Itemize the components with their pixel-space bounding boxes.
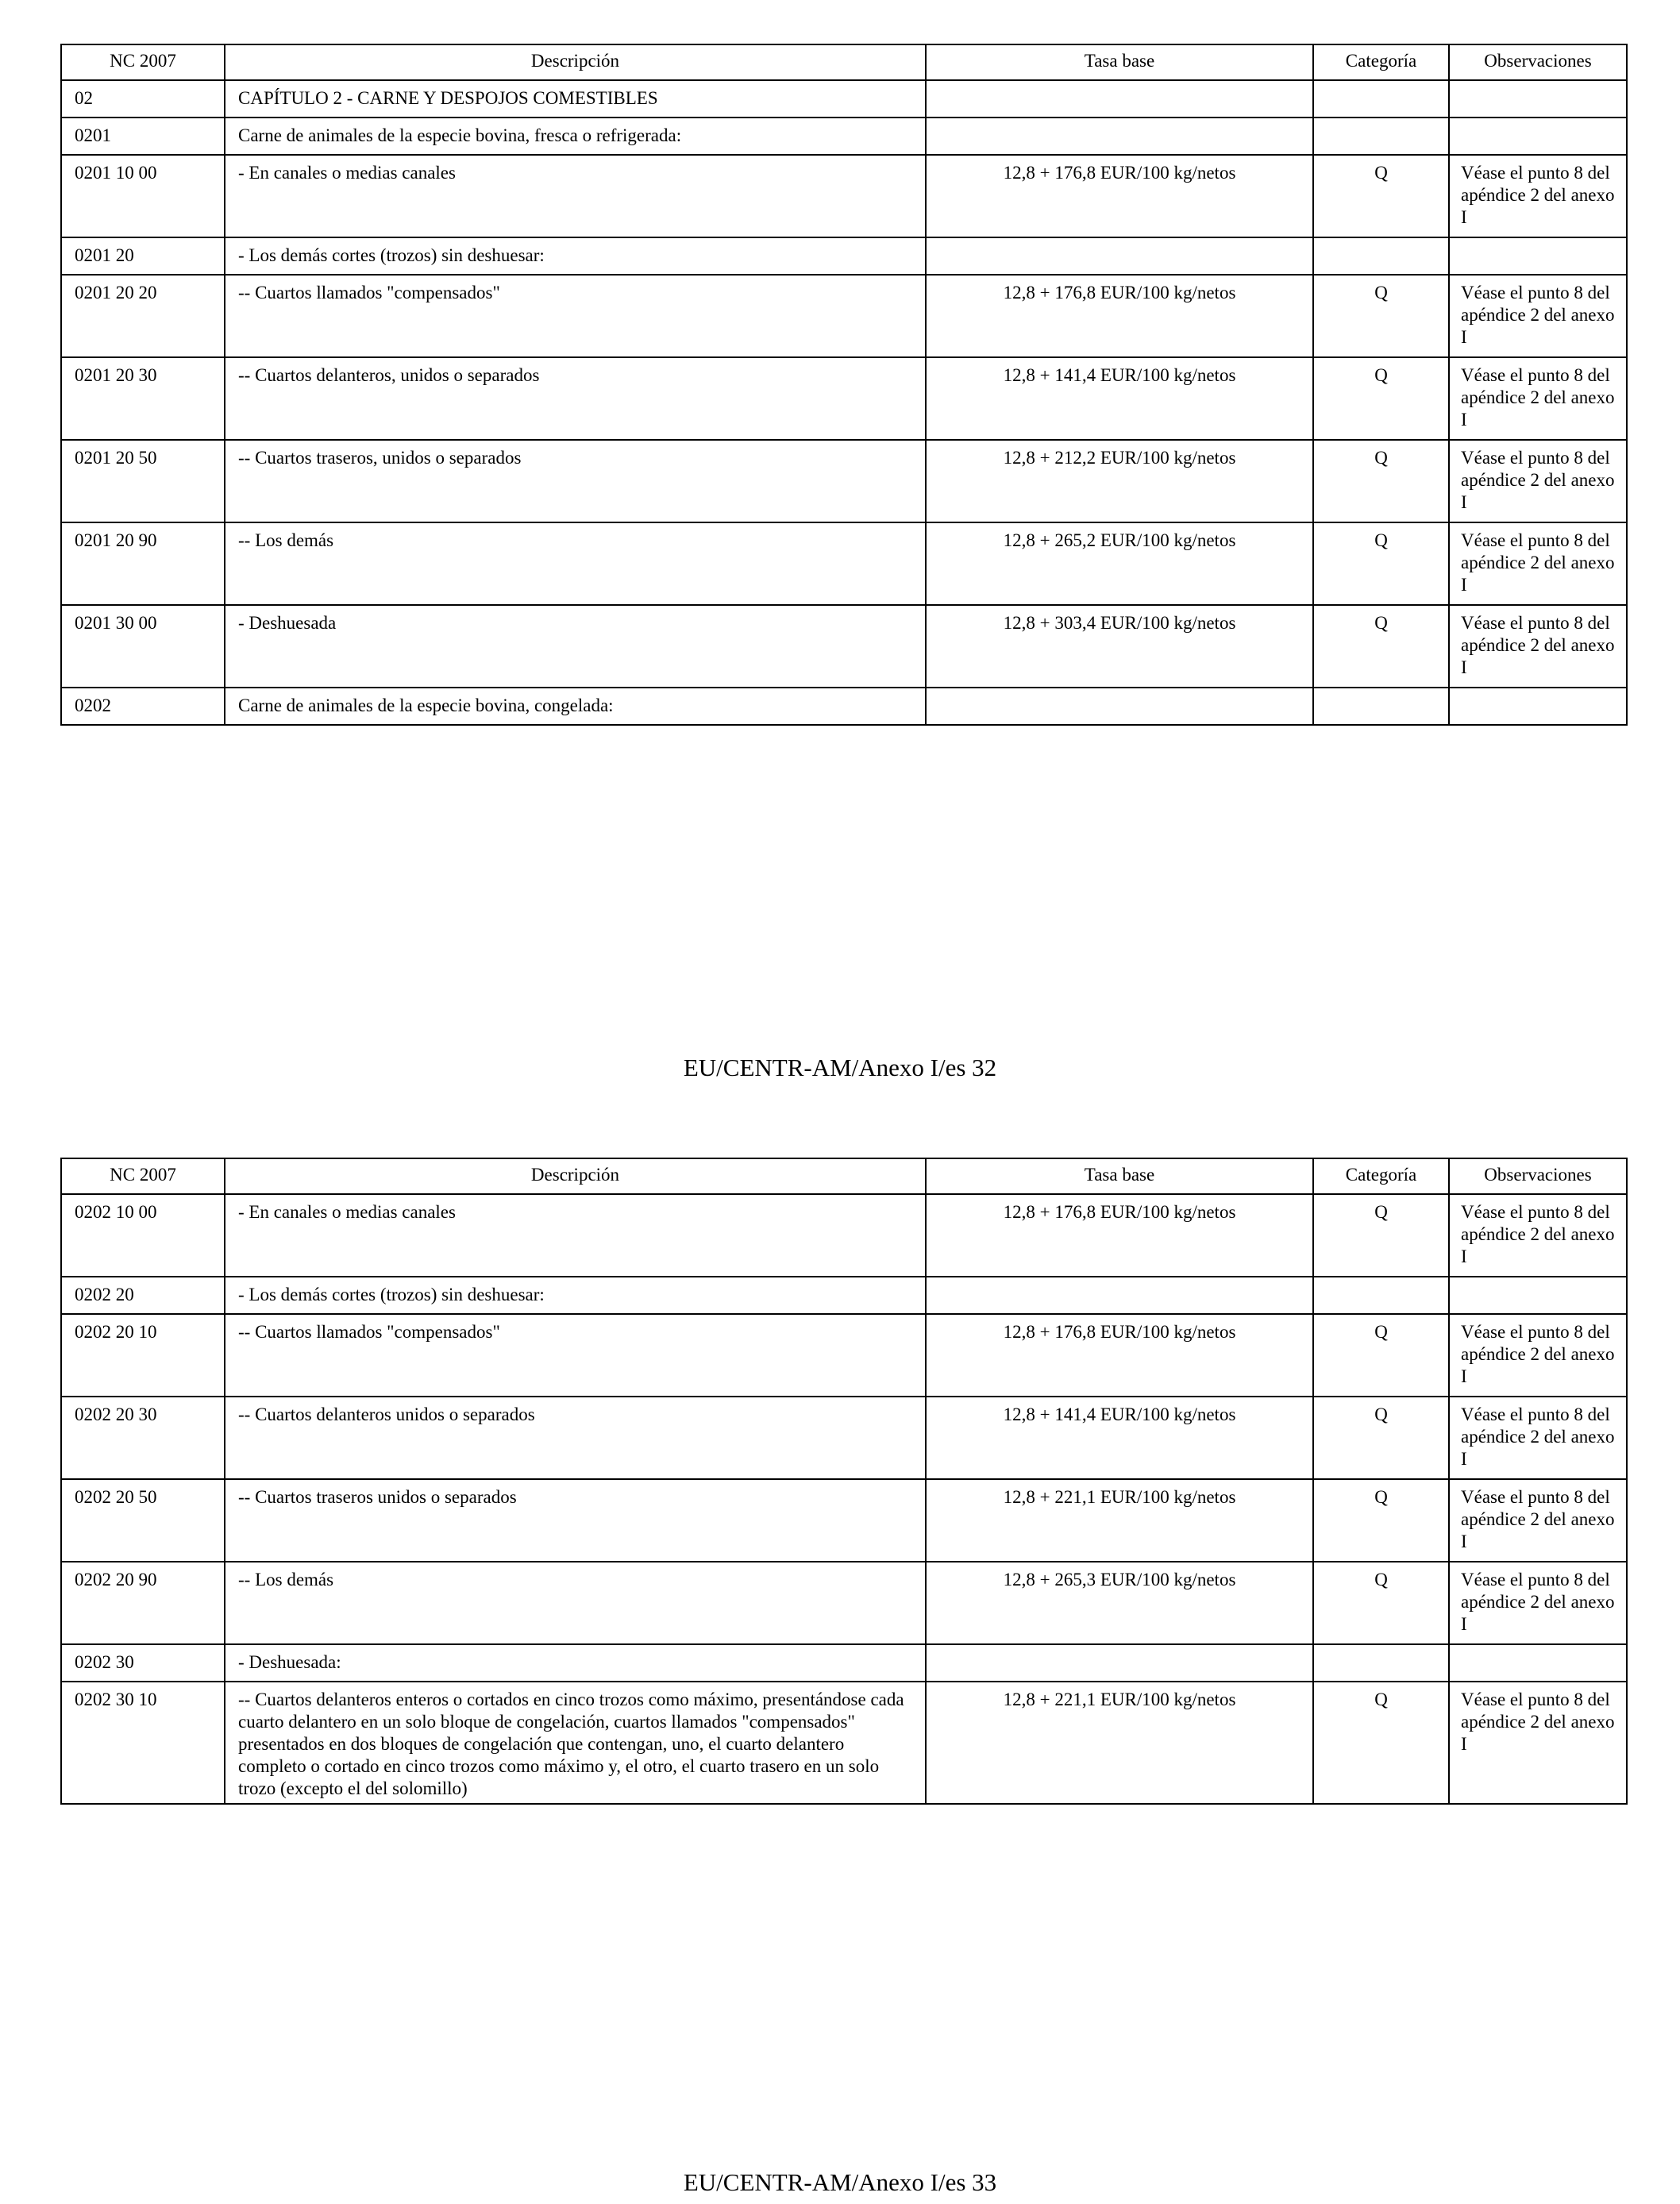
cell-description: CAPÍTULO 2 - CARNE Y DESPOJOS COMESTIBLES — [225, 80, 926, 118]
tariff-table-page-32 — [60, 44, 1628, 726]
cell-base-rate: 12,8 + 303,4 EUR/100 kg/netos — [926, 605, 1313, 688]
cell-description: - Deshuesada — [225, 605, 926, 688]
table-row — [61, 1314, 1627, 1397]
cell-nc: 0202 30 — [61, 1644, 225, 1682]
header-description: Descripción — [225, 44, 926, 80]
cell-description: -- Los demás — [225, 1562, 926, 1644]
header-observations: Observaciones — [1449, 1158, 1627, 1194]
cell-observations: Véase el punto 8 del apéndice 2 del anexo I — [1449, 275, 1627, 357]
cell-nc: 0201 20 20 — [61, 275, 225, 357]
cell-category — [1313, 237, 1449, 275]
cell-category: Q — [1313, 440, 1449, 522]
table-row — [61, 1194, 1627, 1277]
cell-nc: 0201 10 00 — [61, 155, 225, 237]
table-row — [61, 357, 1627, 440]
cell-observations: Véase el punto 8 del apéndice 2 del anexo I — [1449, 1397, 1627, 1479]
cell-nc: 0202 20 30 — [61, 1397, 225, 1479]
cell-nc: 0201 — [61, 118, 225, 155]
table-header-row — [61, 44, 1627, 80]
header-base-rate: Tasa base — [926, 44, 1313, 80]
cell-observations: Véase el punto 8 del apéndice 2 del anexo I — [1449, 1562, 1627, 1644]
cell-base-rate: 12,8 + 176,8 EUR/100 kg/netos — [926, 1314, 1313, 1397]
table-row — [61, 275, 1627, 357]
cell-observations: Véase el punto 8 del apéndice 2 del anexo I — [1449, 1194, 1627, 1277]
tariff-table-page-33 — [60, 1158, 1628, 1805]
cell-category: Q — [1313, 605, 1449, 688]
cell-observations — [1449, 80, 1627, 118]
header-base-rate: Tasa base — [926, 1158, 1313, 1194]
cell-description: - En canales o medias canales — [225, 155, 926, 237]
table-row — [61, 118, 1627, 155]
cell-nc: 0202 20 10 — [61, 1314, 225, 1397]
cell-category: Q — [1313, 1194, 1449, 1277]
cell-category: Q — [1313, 1562, 1449, 1644]
table-row — [61, 1397, 1627, 1479]
cell-description: -- Cuartos traseros, unidos o separados — [225, 440, 926, 522]
cell-observations: Véase el punto 8 del apéndice 2 del anexo I — [1449, 1314, 1627, 1397]
table-row — [61, 1682, 1627, 1804]
cell-nc: 0202 20 — [61, 1277, 225, 1314]
cell-category — [1313, 118, 1449, 155]
page-footer-33: EU/CENTR-AM/Anexo I/es 33 — [683, 2168, 997, 2196]
table-row — [61, 440, 1627, 522]
cell-observations — [1449, 1644, 1627, 1682]
cell-category — [1313, 688, 1449, 725]
cell-observations: Véase el punto 8 del apéndice 2 del anexo I — [1449, 440, 1627, 522]
table-row — [61, 155, 1627, 237]
cell-category — [1313, 80, 1449, 118]
table-row — [61, 1562, 1627, 1644]
cell-description: - Deshuesada: — [225, 1644, 926, 1682]
cell-description: Carne de animales de la especie bovina, fresca o refrigerada: — [225, 118, 926, 155]
cell-category: Q — [1313, 357, 1449, 440]
cell-nc: 0201 20 30 — [61, 357, 225, 440]
cell-observations — [1449, 237, 1627, 275]
cell-base-rate — [926, 1277, 1313, 1314]
cell-observations — [1449, 118, 1627, 155]
cell-base-rate — [926, 1644, 1313, 1682]
cell-base-rate: 12,8 + 176,8 EUR/100 kg/netos — [926, 155, 1313, 237]
table-row — [61, 1277, 1627, 1314]
cell-base-rate: 12,8 + 141,4 EUR/100 kg/netos — [926, 1397, 1313, 1479]
cell-nc: 0201 30 00 — [61, 605, 225, 688]
cell-base-rate — [926, 237, 1313, 275]
cell-category: Q — [1313, 1682, 1449, 1804]
cell-description: - En canales o medias canales — [225, 1194, 926, 1277]
cell-base-rate: 12,8 + 176,8 EUR/100 kg/netos — [926, 275, 1313, 357]
cell-category: Q — [1313, 275, 1449, 357]
cell-base-rate: 12,8 + 176,8 EUR/100 kg/netos — [926, 1194, 1313, 1277]
table-row — [61, 522, 1627, 605]
cell-observations: Véase el punto 8 del apéndice 2 del anexo I — [1449, 357, 1627, 440]
cell-description: -- Los demás — [225, 522, 926, 605]
header-observations: Observaciones — [1449, 44, 1627, 80]
cell-observations: Véase el punto 8 del apéndice 2 del anexo I — [1449, 522, 1627, 605]
header-category: Categoría — [1313, 44, 1449, 80]
cell-nc: 0201 20 — [61, 237, 225, 275]
cell-observations — [1449, 688, 1627, 725]
cell-description: -- Cuartos delanteros unidos o separados — [225, 1397, 926, 1479]
cell-description: -- Cuartos delanteros enteros o cortados en cinco trozos como máximo, presentándose cada cuarto delantero en un solo bloque de congelación, cuartos llamados "compensados" presentados en dos bloques de congelación que contengan, uno, el cuarto delantero completo o cortado en cinco trozos como máximo y, el otro, el cuarto trasero en un solo trozo (excepto el del solomillo) — [225, 1682, 926, 1804]
table-row — [61, 1479, 1627, 1562]
header-category: Categoría — [1313, 1158, 1449, 1194]
cell-base-rate: 12,8 + 141,4 EUR/100 kg/netos — [926, 357, 1313, 440]
cell-category — [1313, 1644, 1449, 1682]
cell-category — [1313, 1277, 1449, 1314]
cell-description: -- Cuartos delanteros, unidos o separados — [225, 357, 926, 440]
cell-category: Q — [1313, 1314, 1449, 1397]
cell-description: - Los demás cortes (trozos) sin deshuesar: — [225, 237, 926, 275]
cell-observations — [1449, 1277, 1627, 1314]
cell-base-rate: 12,8 + 221,1 EUR/100 kg/netos — [926, 1479, 1313, 1562]
cell-nc: 0202 20 50 — [61, 1479, 225, 1562]
cell-nc: 0201 20 90 — [61, 522, 225, 605]
cell-category: Q — [1313, 155, 1449, 237]
cell-observations: Véase el punto 8 del apéndice 2 del anexo I — [1449, 155, 1627, 237]
cell-observations: Véase el punto 8 del apéndice 2 del anexo I — [1449, 605, 1627, 688]
cell-description: -- Cuartos llamados "compensados" — [225, 275, 926, 357]
cell-category: Q — [1313, 522, 1449, 605]
header-nc: NC 2007 — [61, 44, 225, 80]
cell-description: -- Cuartos traseros unidos o separados — [225, 1479, 926, 1562]
table-row — [61, 688, 1627, 725]
cell-base-rate — [926, 688, 1313, 725]
table-row — [61, 80, 1627, 118]
table-row — [61, 237, 1627, 275]
cell-base-rate — [926, 118, 1313, 155]
table-row — [61, 1644, 1627, 1682]
cell-nc: 0202 — [61, 688, 225, 725]
cell-observations: Véase el punto 8 del apéndice 2 del anexo I — [1449, 1479, 1627, 1562]
table-row — [61, 605, 1627, 688]
cell-base-rate: 12,8 + 221,1 EUR/100 kg/netos — [926, 1682, 1313, 1804]
cell-base-rate: 12,8 + 265,3 EUR/100 kg/netos — [926, 1562, 1313, 1644]
cell-nc: 0202 20 90 — [61, 1562, 225, 1644]
cell-base-rate — [926, 80, 1313, 118]
header-description: Descripción — [225, 1158, 926, 1194]
header-nc: NC 2007 — [61, 1158, 225, 1194]
table-header-row — [61, 1158, 1627, 1194]
cell-category: Q — [1313, 1397, 1449, 1479]
cell-base-rate: 12,8 + 212,2 EUR/100 kg/netos — [926, 440, 1313, 522]
cell-description: -- Cuartos llamados "compensados" — [225, 1314, 926, 1397]
cell-description: - Los demás cortes (trozos) sin deshuesar: — [225, 1277, 926, 1314]
cell-description: Carne de animales de la especie bovina, congelada: — [225, 688, 926, 725]
cell-observations: Véase el punto 8 del apéndice 2 del anexo I — [1449, 1682, 1627, 1804]
cell-nc: 0201 20 50 — [61, 440, 225, 522]
cell-nc: 0202 10 00 — [61, 1194, 225, 1277]
cell-nc: 0202 30 10 — [61, 1682, 225, 1804]
cell-nc: 02 — [61, 80, 225, 118]
cell-base-rate: 12,8 + 265,2 EUR/100 kg/netos — [926, 522, 1313, 605]
page-footer-32: EU/CENTR-AM/Anexo I/es 32 — [683, 1054, 997, 1081]
cell-category: Q — [1313, 1479, 1449, 1562]
